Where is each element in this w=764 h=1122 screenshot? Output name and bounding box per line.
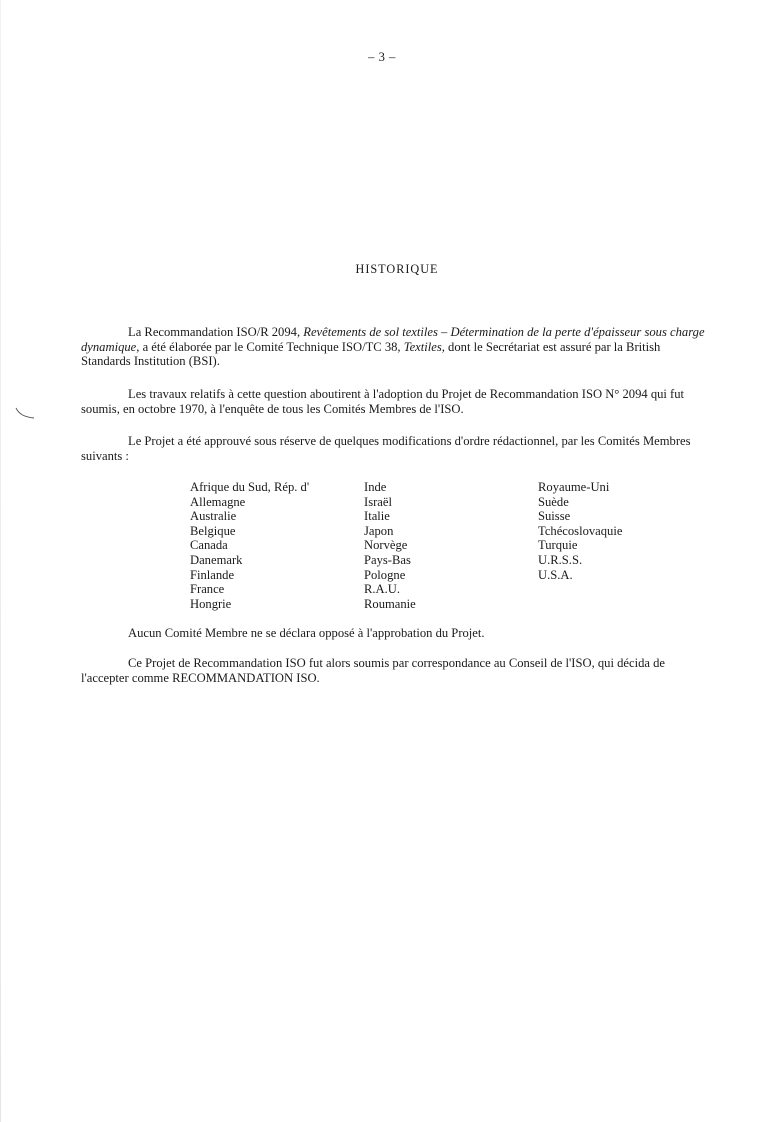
country-item: Afrique du Sud, Rép. d': [190, 480, 310, 494]
country-item: Israël: [364, 494, 392, 509]
country-item: Pologne: [364, 567, 406, 582]
paragraph-recommendation: [81, 325, 711, 369]
country-item: Pays-Bas: [364, 552, 411, 567]
country-item: Norvège: [364, 538, 408, 553]
country-item: R.A.U.: [364, 582, 401, 597]
page-number: – 3 –: [368, 50, 396, 64]
country-item: Allemagne: [190, 494, 246, 509]
countries-column-2: [364, 480, 416, 611]
page-title: HISTORIQUE: [355, 262, 439, 276]
countries-column-1: [190, 480, 309, 611]
paragraph-middle: , a été élaborée par le Comité Technique ISO/TC 38,: [136, 339, 404, 354]
country-item: Finlande: [190, 567, 235, 582]
paragraph-approval: Le Projet a été approuvé sous réserve de quelques modifications d'ordre rédactionnel, par les Comités Membres suivants :: [81, 434, 691, 463]
country-item: Turquie: [538, 538, 578, 553]
margin-pen-mark: [14, 406, 36, 420]
country-item: Suède: [538, 494, 569, 509]
paragraph-no-opposition: Aucun Comité Membre ne se déclara opposé à l'approbation du Projet.: [128, 626, 485, 640]
country-item: Royaume-Uni: [538, 480, 610, 494]
country-item: U.R.S.S.: [538, 552, 583, 567]
countries-column-3: [538, 480, 622, 582]
scan-edge-line: [0, 0, 1, 1122]
country-item: France: [190, 582, 225, 597]
paragraph-lead: La Recommandation ISO/R 2094,: [128, 325, 304, 339]
country-item: Roumanie: [364, 596, 416, 611]
country-item: Japon: [364, 523, 394, 538]
country-item: Tchécoslovaquie: [538, 523, 623, 538]
country-item: Suisse: [538, 509, 571, 524]
country-item: Inde: [364, 480, 387, 494]
country-item: Canada: [190, 538, 228, 553]
country-item: Australie: [190, 509, 237, 524]
paragraph-acceptance: Ce Projet de Recommandation ISO fut alors soumis par correspondance au Conseil de l'ISO, qui décida de l'accepter comme RECOMMANDATION ISO.: [81, 656, 666, 685]
paragraph-adoption: Les travaux relatifs à cette question aboutirent à l'adoption du Projet de Recommandation ISO N° 2094 qui fut soumis, en octobre 1970, à l'enquête de tous les Comités Membres de l'ISO.: [81, 387, 685, 416]
country-item: Belgique: [190, 523, 236, 538]
recommendation-title: Revêtements de sol textiles – Détermination de la perte d'épaisseur sous charge dynamique: [81, 325, 705, 354]
country-item: Danemark: [190, 552, 243, 567]
country-item: Hongrie: [190, 596, 232, 611]
country-item: U.S.A.: [538, 567, 573, 582]
country-item: Italie: [364, 509, 390, 524]
committee-name: Textiles,: [403, 339, 445, 354]
paragraph-tail: dont le Secrétariat est assuré par la British Standards Institution (BSI).: [81, 339, 661, 369]
